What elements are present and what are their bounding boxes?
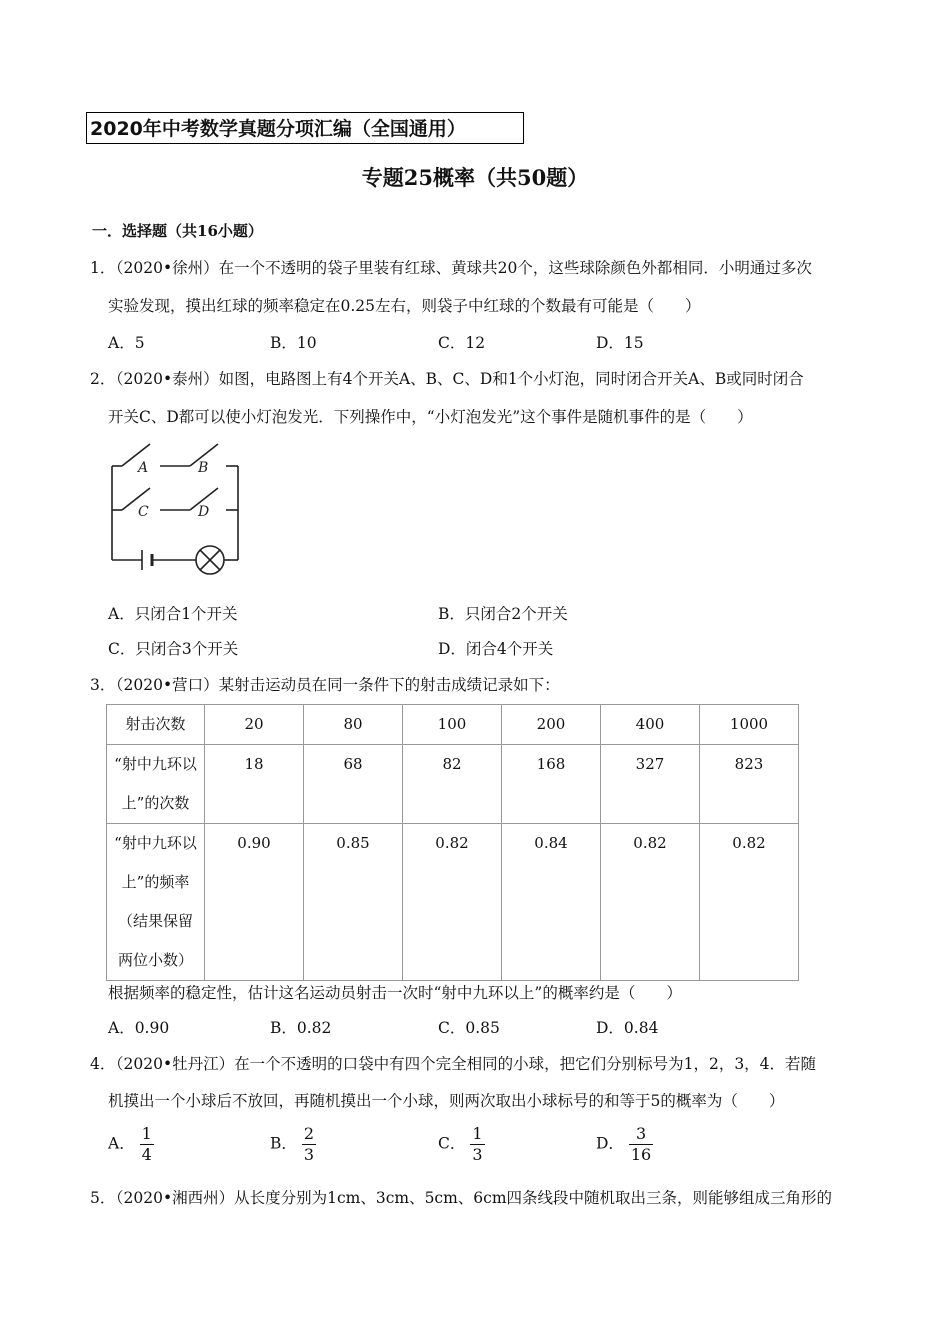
- table-cell: 0.82: [700, 824, 799, 981]
- question-5: [90, 1186, 832, 1208]
- fraction: [470, 1124, 484, 1165]
- switch-a-label: A: [138, 460, 149, 476]
- table-row: [107, 824, 799, 981]
- table-cell: 18: [205, 745, 304, 824]
- option-a: A．0.90: [108, 1019, 170, 1037]
- row-label: 射击次数: [107, 705, 205, 745]
- option-letter: C．: [438, 1134, 466, 1153]
- option-letter: A．: [108, 1134, 135, 1153]
- switch-c-label: C: [138, 504, 149, 520]
- table-cell: 20: [205, 705, 304, 745]
- row-label-line: 上”的频率: [121, 873, 190, 891]
- option-b: B．0.82: [270, 1019, 332, 1037]
- fraction: [140, 1124, 154, 1165]
- option-c: C．12: [438, 334, 486, 352]
- row-label-line: 两位小数）: [117, 951, 193, 969]
- row-label-line: 上”的次数: [121, 794, 190, 812]
- table-row: [107, 745, 799, 824]
- table-cell: 80: [304, 705, 403, 745]
- option-letter: B．: [270, 1134, 297, 1153]
- question-text: （2020•徐州）在一个不透明的袋子里装有红球、黄球共20个，这些球除颜色外都相同．小明通过多次: [108, 259, 812, 277]
- denominator: 3: [303, 1145, 315, 1164]
- numerator: 1: [472, 1124, 483, 1143]
- numerator: 3: [629, 1124, 653, 1145]
- table-cell: 68: [304, 745, 403, 824]
- row-label-line: “射中九环以: [114, 834, 197, 852]
- denominator: 16: [630, 1145, 652, 1164]
- row-label-line: “射中九环以: [114, 755, 197, 773]
- table-cell: 168: [502, 745, 601, 824]
- switch-b-label: B: [198, 460, 209, 476]
- section-heading: 一．选择题（共16小题）: [92, 222, 263, 240]
- question-number: 2．: [90, 370, 116, 388]
- question-text: （2020•营口）某射击运动员在同一条件下的射击成绩记录如下：: [108, 676, 560, 694]
- fraction: [302, 1124, 316, 1165]
- question-1-continued: 实验发现，摸出红球的频率稳定在0.25左右，则袋子中红球的个数最有可能是（ ）: [108, 297, 701, 315]
- circuit-diagram: [100, 436, 250, 578]
- table-cell: 82: [403, 745, 502, 824]
- numerator: 2: [303, 1124, 315, 1143]
- table-row: [107, 705, 799, 745]
- row-label-line: （结果保留: [117, 912, 193, 930]
- question-2-continued: 开关C、D都可以使小灯泡发光．下列操作中，“小灯泡发光”这个事件是随机事件的是（ ）: [108, 408, 753, 426]
- series-title-box: 2020年中考数学真题分项汇编（全国通用）: [86, 112, 524, 144]
- table-cell: 327: [601, 745, 700, 824]
- option-d: D．闭合4个开关: [438, 640, 554, 658]
- shooting-record-table: [106, 704, 799, 981]
- denominator: 4: [141, 1145, 152, 1164]
- question-3: [90, 673, 560, 695]
- option-b: [270, 1124, 316, 1165]
- option-c: C．0.85: [438, 1019, 500, 1037]
- option-d: D．0.84: [596, 1019, 659, 1037]
- option-d: D．15: [596, 334, 644, 352]
- question-4-continued: 机摸出一个小球后不放回，再随机摸出一个小球，则两次取出小球标号的和等于5的概率为（ ）: [108, 1092, 785, 1110]
- table-cell: 0.84: [502, 824, 601, 981]
- table-cell: 1000: [700, 705, 799, 745]
- table-cell: 400: [601, 705, 700, 745]
- switch-d-label: D: [198, 504, 210, 520]
- question-text: （2020•湘西州）从长度分别为1cm、3cm、5cm、6cm四条线段中随机取出三条，则能够组成三角形的: [108, 1189, 833, 1207]
- topic-title: 专题25概率（共50题）: [361, 165, 589, 190]
- option-c: [438, 1124, 485, 1165]
- question-text: （2020•牡丹江）在一个不透明的口袋中有四个完全相同的小球，把它们分别标号为1，2，3，4．若随: [108, 1055, 817, 1073]
- question-2: [90, 367, 804, 389]
- question-number: 3．: [90, 676, 116, 694]
- table-cell: 0.85: [304, 824, 403, 981]
- table-cell: 0.90: [205, 824, 304, 981]
- numerator: 1: [141, 1124, 152, 1143]
- row-label: [107, 745, 205, 824]
- question-number: 1．: [90, 259, 116, 277]
- option-a: A．5: [108, 334, 145, 352]
- option-b: B．只闭合2个开关: [438, 605, 568, 623]
- denominator: 3: [472, 1145, 483, 1164]
- option-a: A．只闭合1个开关: [108, 605, 238, 623]
- table-cell: 200: [502, 705, 601, 745]
- table-cell: 0.82: [403, 824, 502, 981]
- question-4: [90, 1052, 816, 1074]
- option-a: [108, 1124, 154, 1165]
- fraction: [629, 1124, 653, 1165]
- table-cell: 823: [700, 745, 799, 824]
- option-b: B．10: [270, 334, 317, 352]
- option-letter: D．: [596, 1134, 624, 1153]
- row-label: [107, 824, 205, 981]
- question-number: 4．: [90, 1055, 116, 1073]
- table-cell: 100: [403, 705, 502, 745]
- option-d: [596, 1124, 653, 1165]
- question-text: （2020•泰州）如图，电路图上有4个开关A、B、C、D和1个小灯泡，同时闭合开关A、B或同时闭合: [108, 370, 804, 388]
- table-cell: 0.82: [601, 824, 700, 981]
- option-c: C．只闭合3个开关: [108, 640, 239, 658]
- question-3-continued: 根据频率的稳定性，估计这名运动员射击一次时“射中九环以上”的概率约是（ ）: [108, 984, 682, 1002]
- question-number: 5．: [90, 1189, 116, 1207]
- question-1: [90, 256, 812, 278]
